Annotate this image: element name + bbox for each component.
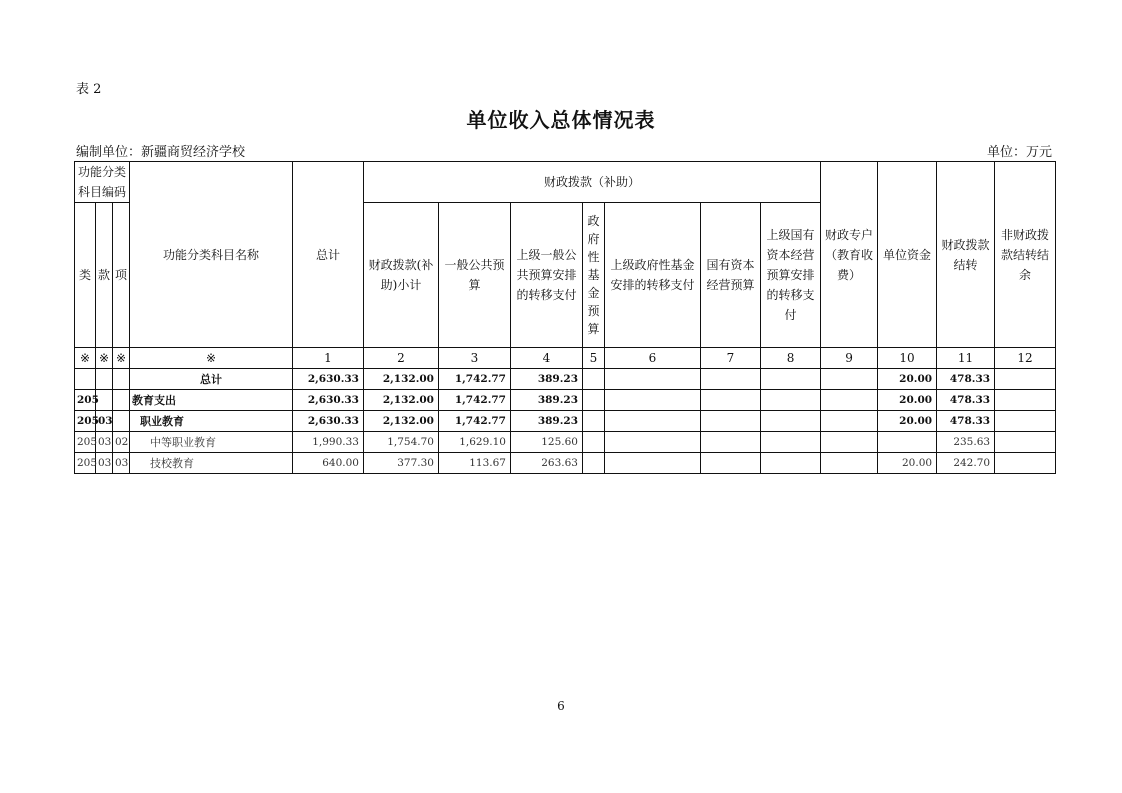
cell-total: 640.00 bbox=[293, 453, 364, 474]
index-cell: 4 bbox=[511, 348, 583, 369]
header-unit-funds: 单位资金 bbox=[878, 162, 937, 348]
cell-lei: 205 bbox=[75, 411, 96, 432]
cell-subtotal: 2,132.00 bbox=[364, 369, 439, 390]
cell-gov-fund bbox=[583, 411, 605, 432]
cell-fiscal-carry: 478.33 bbox=[937, 369, 995, 390]
cell-nonfiscal-carry bbox=[995, 369, 1056, 390]
index-cell: ※ bbox=[113, 348, 130, 369]
cell-capital bbox=[701, 369, 761, 390]
header-nonfiscal-carryover: 非财政拨款结转结余 bbox=[995, 162, 1056, 348]
cell-name: 职业教育 bbox=[130, 411, 293, 432]
index-cell: 12 bbox=[995, 348, 1056, 369]
cell-name: 中等职业教育 bbox=[130, 432, 293, 453]
table-row bbox=[75, 390, 1056, 411]
cell-general: 1,629.10 bbox=[439, 432, 511, 453]
cell-xiang bbox=[113, 411, 130, 432]
index-cell: ※ bbox=[130, 348, 293, 369]
table-row bbox=[75, 411, 1056, 432]
cell-lei: 205 bbox=[75, 390, 96, 411]
cell-unit-funds bbox=[878, 432, 937, 453]
cell-gov-fund bbox=[583, 369, 605, 390]
header-special-account: 财政专户（教育收费） bbox=[821, 162, 878, 348]
unit-label: 单位：万元 bbox=[986, 145, 1052, 160]
cell-gov-fund bbox=[583, 453, 605, 474]
cell-name: 技校教育 bbox=[130, 453, 293, 474]
header-xiang: 项 bbox=[113, 203, 130, 348]
index-cell: ※ bbox=[96, 348, 113, 369]
cell-xiang: 02 bbox=[113, 432, 130, 453]
cell-xiang bbox=[113, 369, 130, 390]
index-cell: 3 bbox=[439, 348, 511, 369]
cell-total: 2,630.33 bbox=[293, 390, 364, 411]
header-kuan: 款 bbox=[96, 203, 113, 348]
cell-special bbox=[821, 432, 878, 453]
header-fiscal-subtotal: 财政拨款(补助)小计 bbox=[364, 203, 439, 348]
header-total: 总计 bbox=[293, 162, 364, 348]
cell-nonfiscal-carry bbox=[995, 432, 1056, 453]
cell-subtotal: 1,754.70 bbox=[364, 432, 439, 453]
header-fiscal-carryover: 财政拨款结转 bbox=[937, 162, 995, 348]
index-cell: ※ bbox=[75, 348, 96, 369]
cell-upper-fund bbox=[605, 411, 701, 432]
cell-general: 1,742.77 bbox=[439, 390, 511, 411]
header-code-group: 功能分类科目编码 bbox=[75, 162, 130, 203]
cell-unit-funds: 20.00 bbox=[878, 411, 937, 432]
table-row bbox=[75, 432, 1056, 453]
cell-special bbox=[821, 390, 878, 411]
cell-name: 教育支出 bbox=[130, 390, 293, 411]
cell-nonfiscal-carry bbox=[995, 390, 1056, 411]
cell-nonfiscal-carry bbox=[995, 453, 1056, 474]
header-general-budget: 一般公共预算 bbox=[439, 203, 511, 348]
cell-gov-fund bbox=[583, 432, 605, 453]
index-cell: 11 bbox=[937, 348, 995, 369]
table-row bbox=[75, 453, 1056, 474]
cell-upper-fund bbox=[605, 432, 701, 453]
index-cell: 5 bbox=[583, 348, 605, 369]
cell-kuan: 03 bbox=[96, 432, 113, 453]
index-cell: 9 bbox=[821, 348, 878, 369]
index-cell: 10 bbox=[878, 348, 937, 369]
cell-total: 2,630.33 bbox=[293, 411, 364, 432]
cell-upper-capital bbox=[761, 390, 821, 411]
cell-lei bbox=[75, 369, 96, 390]
cell-upper-fund bbox=[605, 369, 701, 390]
cell-unit-funds: 20.00 bbox=[878, 390, 937, 411]
cell-gov-fund bbox=[583, 390, 605, 411]
cell-special bbox=[821, 453, 878, 474]
cell-upper-fund bbox=[605, 453, 701, 474]
index-row bbox=[75, 348, 1056, 369]
cell-upper-general: 389.23 bbox=[511, 390, 583, 411]
page-title: 单位收入总体情况表 bbox=[466, 108, 656, 132]
cell-general: 1,742.77 bbox=[439, 411, 511, 432]
cell-total: 1,990.33 bbox=[293, 432, 364, 453]
cell-unit-funds: 20.00 bbox=[878, 453, 937, 474]
cell-total: 2,630.33 bbox=[293, 369, 364, 390]
cell-lei: 205 bbox=[75, 453, 96, 474]
page-number: 6 bbox=[557, 699, 565, 713]
cell-upper-general: 389.23 bbox=[511, 411, 583, 432]
cell-upper-capital bbox=[761, 453, 821, 474]
header-name: 功能分类科目名称 bbox=[130, 162, 293, 348]
cell-upper-capital bbox=[761, 432, 821, 453]
header-state-capital: 国有资本经营预算 bbox=[701, 203, 761, 348]
cell-fiscal-carry: 478.33 bbox=[937, 390, 995, 411]
cell-upper-general: 263.63 bbox=[511, 453, 583, 474]
cell-capital bbox=[701, 453, 761, 474]
table-row-total bbox=[75, 369, 1056, 390]
cell-kuan bbox=[96, 369, 113, 390]
header-fiscal-group: 财政拨款（补助） bbox=[364, 162, 821, 203]
index-cell: 2 bbox=[364, 348, 439, 369]
cell-subtotal: 377.30 bbox=[364, 453, 439, 474]
table-label: 表 2 bbox=[76, 82, 102, 97]
cell-capital bbox=[701, 411, 761, 432]
cell-unit-funds: 20.00 bbox=[878, 369, 937, 390]
cell-name: 总计 bbox=[130, 369, 293, 390]
cell-fiscal-carry: 242.70 bbox=[937, 453, 995, 474]
index-cell: 1 bbox=[293, 348, 364, 369]
header-upper-capital-transfer: 上级国有资本经营预算安排的转移支付 bbox=[761, 203, 821, 348]
cell-special bbox=[821, 369, 878, 390]
cell-upper-general: 389.23 bbox=[511, 369, 583, 390]
cell-subtotal: 2,132.00 bbox=[364, 411, 439, 432]
organization-label: 编制单位：新疆商贸经济学校 bbox=[76, 145, 246, 160]
header-gov-fund: 政府性基金预算 bbox=[583, 203, 605, 348]
cell-xiang bbox=[113, 390, 130, 411]
cell-xiang: 03 bbox=[113, 453, 130, 474]
cell-general: 113.67 bbox=[439, 453, 511, 474]
cell-general: 1,742.77 bbox=[439, 369, 511, 390]
header-upper-fund-transfer: 上级政府性基金安排的转移支付 bbox=[605, 203, 701, 348]
cell-kuan: 03 bbox=[96, 411, 113, 432]
cell-lei: 205 bbox=[75, 432, 96, 453]
cell-capital bbox=[701, 432, 761, 453]
cell-fiscal-carry: 235.63 bbox=[937, 432, 995, 453]
header-upper-general-transfer: 上级一般公共预算安排的转移支付 bbox=[511, 203, 583, 348]
cell-fiscal-carry: 478.33 bbox=[937, 411, 995, 432]
cell-upper-capital bbox=[761, 369, 821, 390]
cell-upper-general: 125.60 bbox=[511, 432, 583, 453]
income-summary-table bbox=[74, 161, 1056, 474]
cell-upper-fund bbox=[605, 390, 701, 411]
index-cell: 6 bbox=[605, 348, 701, 369]
index-cell: 8 bbox=[761, 348, 821, 369]
cell-subtotal: 2,132.00 bbox=[364, 390, 439, 411]
cell-special bbox=[821, 411, 878, 432]
cell-upper-capital bbox=[761, 411, 821, 432]
cell-kuan: 03 bbox=[96, 453, 113, 474]
cell-capital bbox=[701, 390, 761, 411]
header-lei: 类 bbox=[75, 203, 96, 348]
index-cell: 7 bbox=[701, 348, 761, 369]
header-row-1 bbox=[75, 162, 1056, 203]
cell-nonfiscal-carry bbox=[995, 411, 1056, 432]
